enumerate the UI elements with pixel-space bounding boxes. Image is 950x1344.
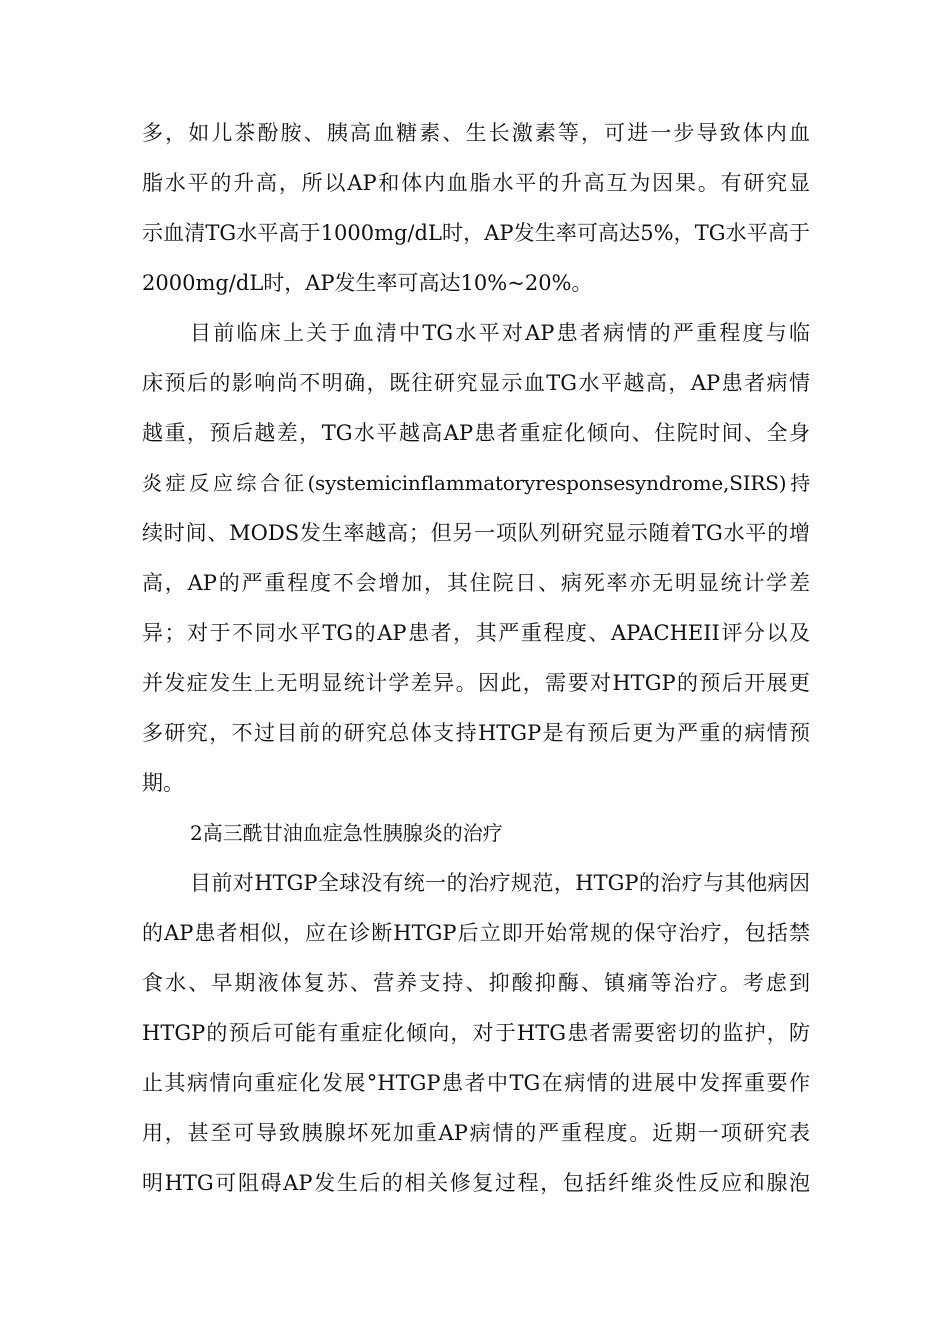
text-line: 止其病情向重症化发展°HTGP患者中TG在病情的进展中发挥重要作 [142,1071,810,1095]
text-line: 用，甚至可导致胰腺坏死加重AP病情的严重程度。近期一项研究表 [142,1121,810,1145]
text-line: 2000mg/dL时，AP发生率可高达10%~20%。 [142,271,593,295]
text-line: 多，如儿茶酚胺、胰高血糖素、生长激素等，可进一步导致体内血 [142,121,810,145]
text-line: 异；对于不同水平TG的AP患者，其严重程度、APACHEII评分以及 [142,621,810,645]
text-line: 食水、早期液体复苏、营养支持、抑酸抑酶、镇痛等治疗。考虑到 [142,971,810,995]
text-line: 床预后的影响尚不明确，既往研究显示血TG水平越高，AP患者病情 [142,371,810,395]
text-line: 脂水平的升高，所以AP和体内血脂水平的升高互为因果。有研究显 [142,171,810,195]
text-line: 期。 [142,771,184,795]
text-line: 并发症发生上无明显统计学差异。因此，需要对HTGP的预后开展更 [142,671,810,695]
text-line: 高，AP的严重程度不会增加，其住院日、病死率亦无明显统计学差 [142,571,810,595]
text-line: 示血清TG水平高于1000mg/dL时，AP发生率可高达5%，TG水平高于 [142,221,810,245]
text-line: 续时间、MODS发生率越高；但另一项队列研究显示随着TG水平的增 [142,521,810,545]
text-line: 目前临床上关于血清中TG水平对AP患者病情的严重程度与临 [190,321,810,345]
text-line: HTGP的预后可能有重症化倾向，对于HTG患者需要密切的监护，防 [142,1021,810,1045]
text-line: 的AP患者相似，应在诊断HTGP后立即开始常规的保守治疗，包括禁 [142,921,810,945]
text-line: 炎症反应综合征(systemicinflammatoryresponsesyndrome,SIRS)持 [142,471,810,495]
text-line: 明HTG可阻碍AP发生后的相关修复过程，包括纤维炎性反应和腺泡 [142,1171,810,1195]
text-line: 多研究，不过目前的研究总体支持HTGP是有预后更为严重的病情预 [142,721,810,745]
section-heading: 2高三酰甘油血症急性胰腺炎的治疗 [190,821,503,845]
text-line: 越重，预后越差，TG水平越高AP患者重症化倾向、住院时间、全身 [142,421,810,445]
text-line: 目前对HTGP全球没有统一的治疗规范，HTGP的治疗与其他病因 [190,871,810,895]
